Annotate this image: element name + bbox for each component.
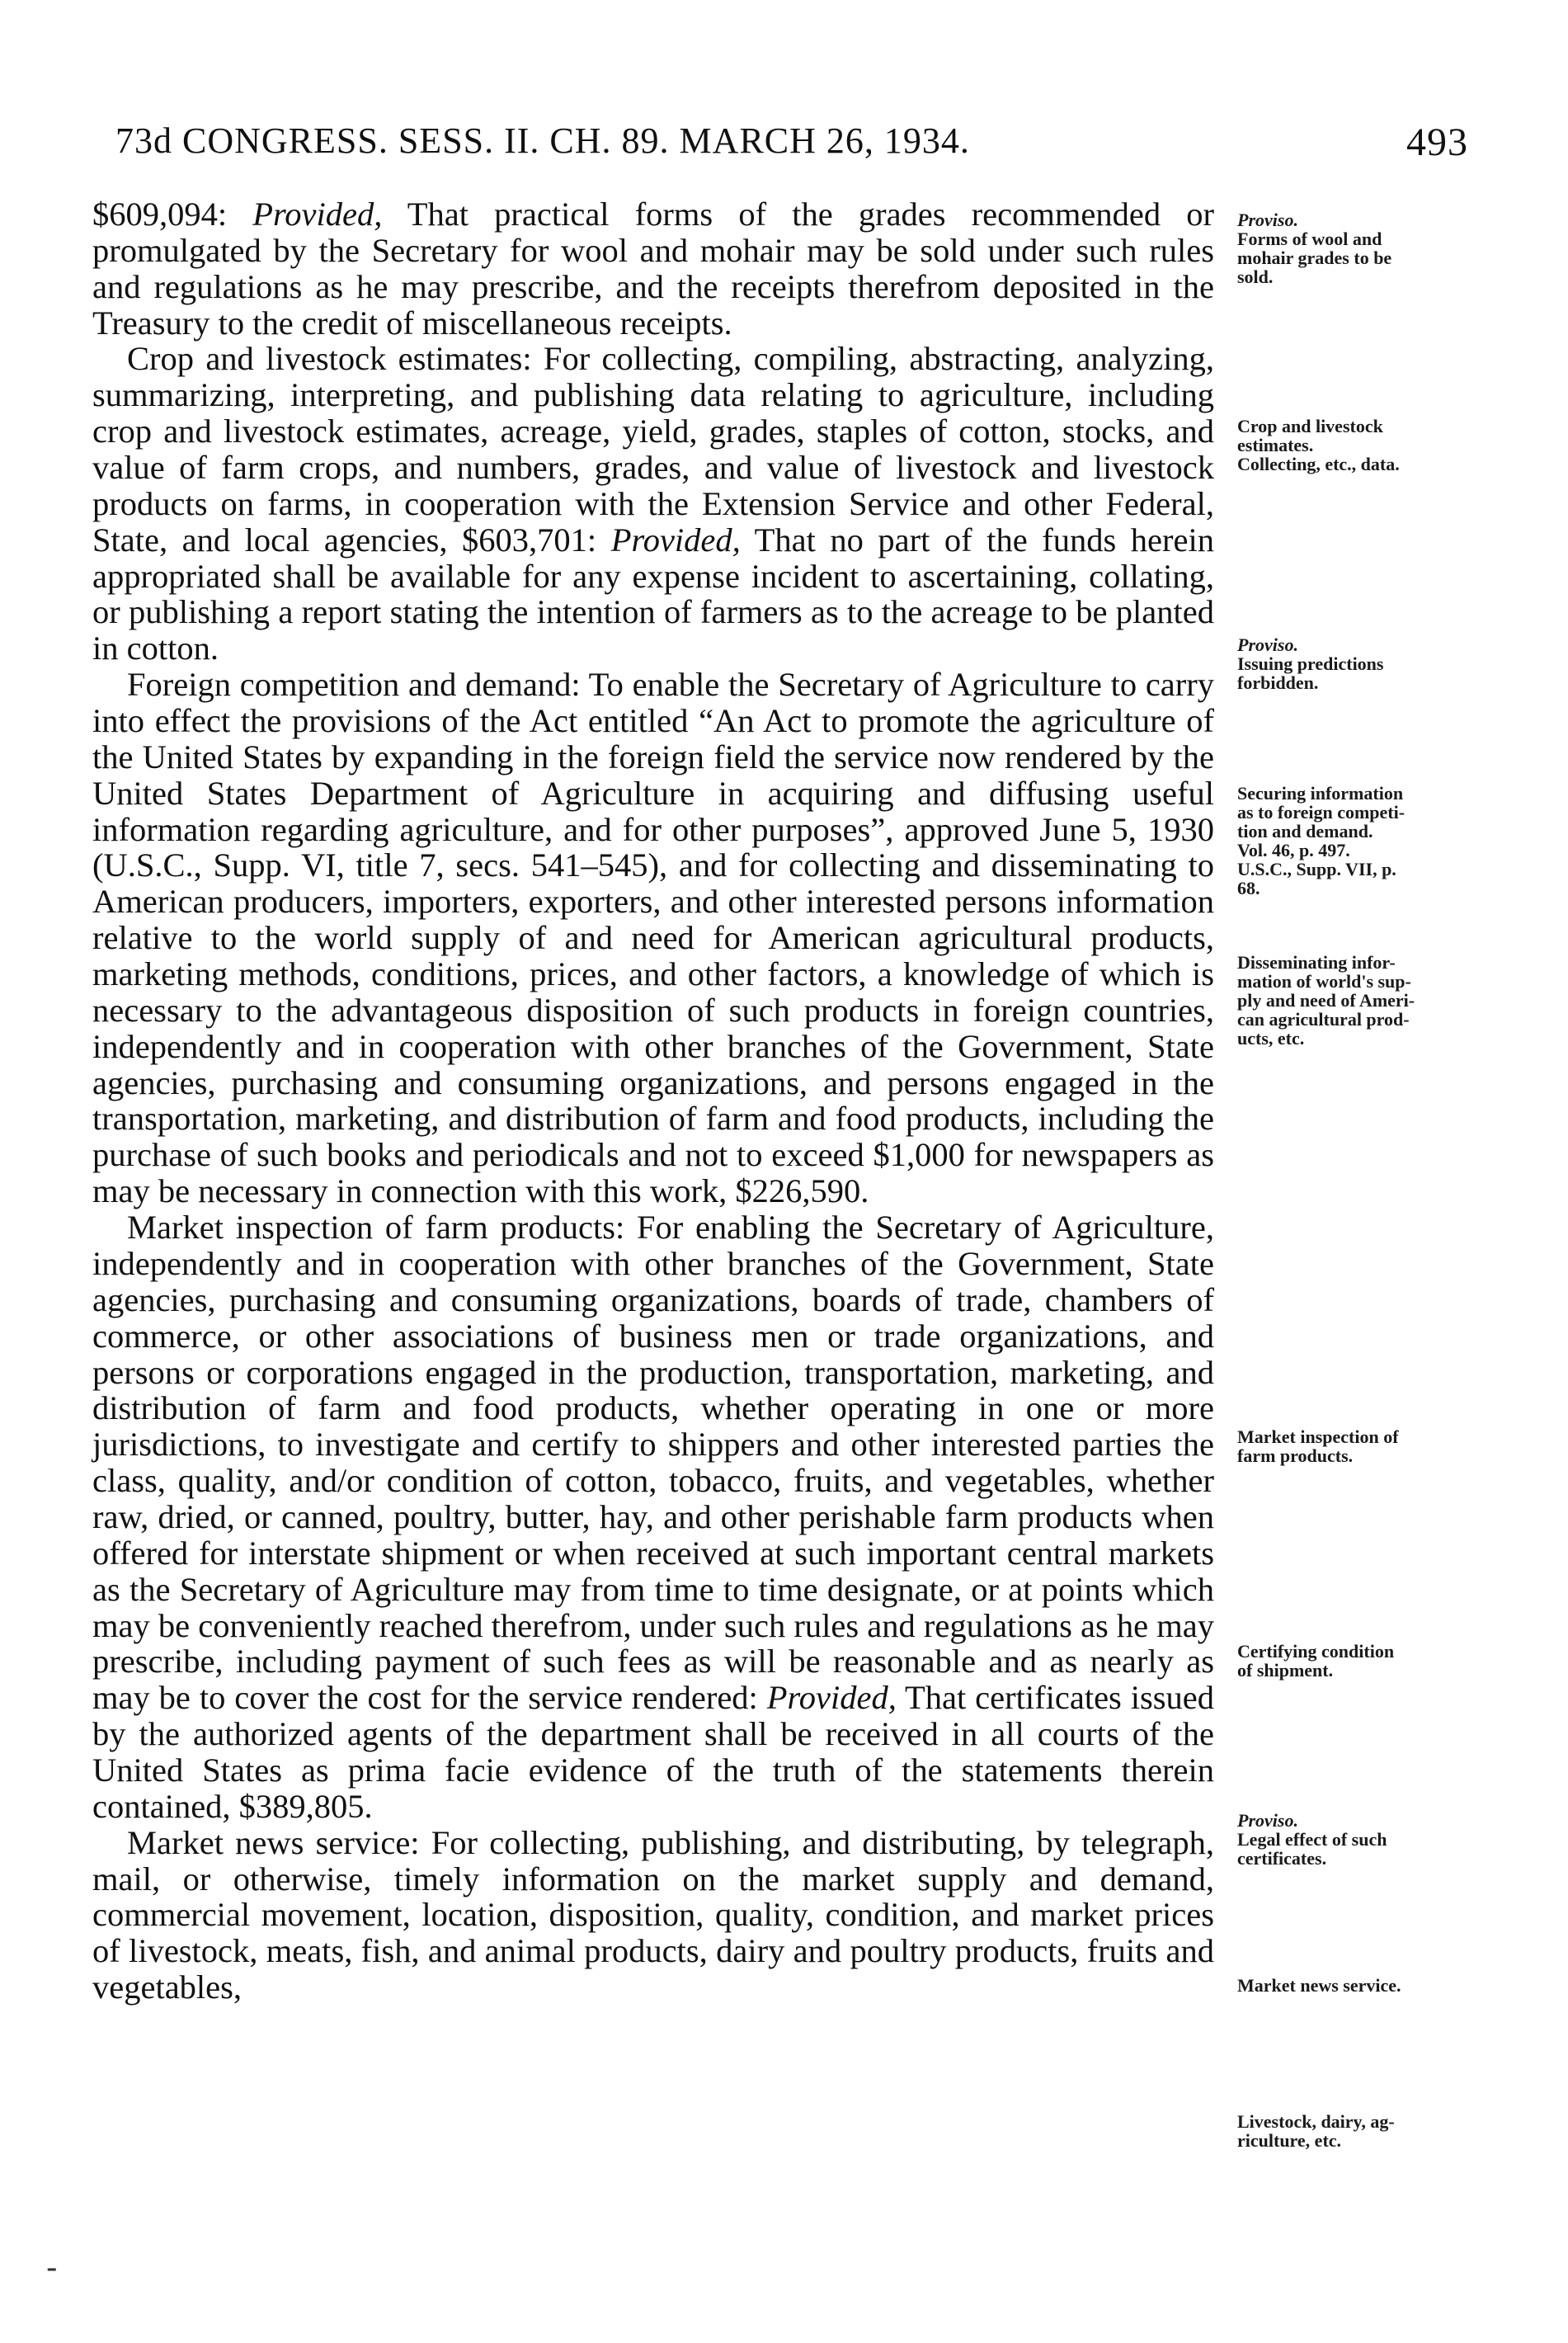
margin-note — [1237, 784, 1485, 898]
proviso-italic: Provided, — [610, 521, 741, 559]
margin-note — [1237, 635, 1485, 692]
margin-note-line: Issuing predictions — [1237, 653, 1384, 675]
margin-note-line: riculture, etc. — [1237, 2130, 1342, 2152]
margin-note-line: Forms of wool and — [1237, 229, 1382, 250]
margin-note-line: ply and need of Ameri- — [1237, 990, 1415, 1011]
margin-note — [1237, 1976, 1485, 1995]
margin-note — [1237, 953, 1485, 1048]
page-number: 493 — [1406, 120, 1468, 164]
margin-note-line: farm products. — [1237, 1445, 1354, 1467]
margin-note-line: U.S.C., Supp. VII, p. — [1237, 859, 1396, 880]
margin-note-line: tion and demand. — [1237, 821, 1373, 842]
margin-note-line: mohair grades to be — [1237, 248, 1392, 269]
margin-note-line: sold. — [1237, 266, 1274, 288]
margin-note-line: estimates. — [1237, 435, 1314, 456]
margin-note-line: Certifying condition — [1237, 1641, 1395, 1662]
stray-mark: - — [46, 2249, 58, 2287]
margin-note-line: Collecting, etc., data. — [1237, 454, 1400, 475]
margin-note-line: mation of world's sup- — [1237, 971, 1411, 992]
paragraph — [92, 196, 1214, 341]
paragraph-text: Crop and livestock estimates: For collecting, compiling, abstracting, analyzing, summarizing, interpreting, and publishing data relating to agriculture, including crop and livestock estimates, acreage, yield, grades, staples of cotton, stocks, and value of farm crops, and numbers, grades, and value of livestock and livestock products on farms, in cooperation with the Extension Service and other Federal, State, and local agencies, $603,701: — [92, 340, 1214, 559]
paragraph-text: Market news service: For collecting, publishing, and distributing, by telegraph, mail, or otherwise, timely information on the market supply and demand, commercial movement, location, disposition, quality, condition, and market prices of livestock, meats, fish, and animal products, dairy and poultry products, fruits and vegetables, — [92, 1823, 1214, 2006]
paragraph — [92, 1825, 1214, 2006]
margin-note-line: Vol. 46, p. 497. — [1237, 840, 1350, 861]
margin-note-line: Market inspection of — [1237, 1426, 1399, 1447]
paragraph-text: Market inspection of farm products: For enabling the Secretary of Agriculture, independently and in cooperation with other branches of the Government, State agencies, purchasing and consuming organizations, boards of trade, chambers of commerce, or other associations of business men or trade organizations, and persons or corporations engaged in the production, transportation, marketing, and distribution of farm and food products, whether operating in one or more jurisdictions, to investigate and certify to shippers and other interested parties the class, quality, and/or condition of cotton, tobacco, fruits, and vegetables, whether raw, dried, or canned, poultry, butter, hay, and other perishable farm products when offered for interstate shipment or when received at such important central markets as the Secretary of Agriculture may from time to time designate, or at points which may be conveniently reached therefrom, under such rules and regulations as he may prescribe, including payment of such fees as will be reasonable and as nearly as may be to cover the cost for the service rendered: — [92, 1209, 1214, 1717]
margin-note-line: as to foreign competi- — [1237, 802, 1406, 823]
margin-note-line: of shipment. — [1237, 1660, 1334, 1681]
margin-note-line: ucts, etc. — [1237, 1028, 1305, 1049]
margin-note-line: Livestock, dairy, ag- — [1237, 2111, 1395, 2132]
paragraph-text: That certificates issued by the authorized agents of the department shall be received in all courts of the United States as prima facie evidence of the truth of the statements therein contained, $389,805. — [92, 1679, 1214, 1825]
margin-note-line: 68. — [1237, 878, 1260, 899]
statute-body-text — [92, 196, 1214, 2006]
margin-note-line: Proviso. — [1237, 210, 1298, 230]
page-header — [115, 120, 1468, 169]
margin-note-line: Securing information — [1237, 783, 1404, 804]
margin-note-line: certificates. — [1237, 1848, 1327, 1869]
paragraph — [92, 667, 1214, 1209]
margin-note-line: Proviso. — [1237, 1810, 1298, 1831]
margin-note — [1237, 1811, 1485, 1868]
margin-note — [1237, 2112, 1485, 2150]
paragraph-text: That practical forms of the grades recommended or promulgated by the Secretary for wool and mohair may be sold under such rules and regulations as he may prescribe, and the receipts therefrom deposited in the Treasury to the credit of miscellaneous receipts. — [92, 196, 1214, 342]
margin-note-line: Proviso. — [1237, 634, 1298, 655]
proviso-italic: Provided, — [252, 196, 383, 233]
margin-note-line: can agricultural prod- — [1237, 1009, 1410, 1030]
margin-note — [1237, 1427, 1485, 1465]
proviso-italic: Provided, — [766, 1679, 897, 1717]
margin-note-line: Disseminating infor- — [1237, 952, 1396, 973]
paragraph-text: Foreign competition and demand: To enable the Secretary of Agriculture to carry into effect the provisions of the Act entitled “An Act to promote the agriculture of the United States by expanding in the foreign field the service now rendered by the United States Department of Agriculture in acquiring and diffusing useful information regarding agriculture, and for other purposes”, approved June 5, 1930 (U.S.C., Supp. VI, title 7, secs. 541–545), and for collecting and disseminating to American producers, importers, exporters, and other interested persons information relative to the world supply of and need for American agricultural products, marketing methods, conditions, prices, and other factors, a knowledge of which is necessary to the advantageous disposition of such products in foreign countries, independently and in cooperation with other branches of the Government, State agencies, purchasing and consuming organizations, and persons engaged in the transportation, marketing, and distribution of farm and food products, including the purchase of such books and periodicals and not to exceed $1,000 for newspapers as may be necessary in connection with this work, $226,590. — [92, 666, 1214, 1210]
running-head: 73d CONGRESS. SESS. II. CH. 89. MARCH 26, 1934. — [115, 120, 970, 161]
margin-note — [1237, 417, 1485, 474]
margin-note — [1237, 210, 1485, 286]
paragraph-text: $609,094: — [92, 196, 253, 233]
paragraph — [92, 1209, 1214, 1825]
margin-note-line: Crop and livestock — [1237, 416, 1383, 436]
margin-note-line: Legal effect of such — [1237, 1829, 1387, 1850]
margin-note-line: Market news service. — [1237, 1975, 1401, 1996]
paragraph-text: That no part of the funds herein appropriated shall be available for any expense incident to ascertaining, collating, or publishing a report stating the intention of farmers as to the acreage to be planted in cotton. — [92, 521, 1214, 667]
paragraph — [92, 341, 1214, 667]
margin-note — [1237, 1642, 1485, 1680]
margin-note-line: forbidden. — [1237, 672, 1319, 694]
